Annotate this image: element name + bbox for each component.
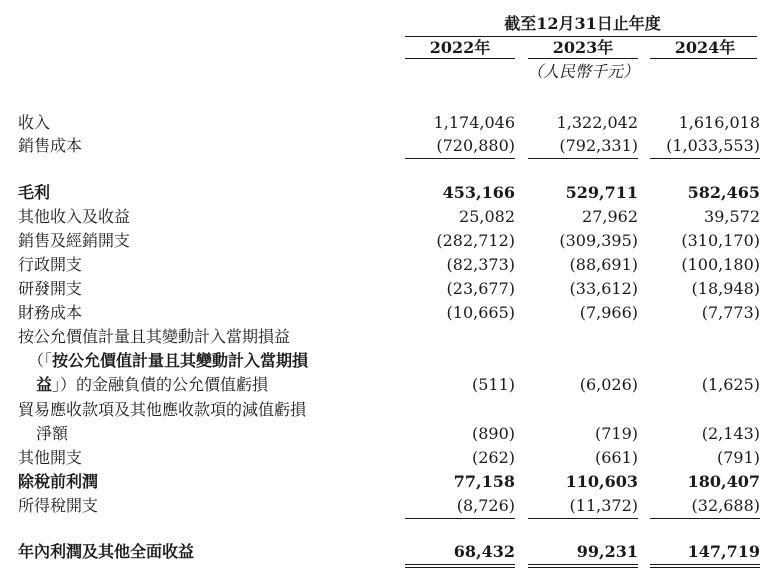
row-selling-expenses-2023: (309,395) bbox=[559, 231, 638, 250]
row-rnd-expenses-2022: (23,677) bbox=[446, 279, 515, 298]
row-admin-expenses-label: 行政開支 bbox=[18, 255, 83, 274]
row-impairment-2022: (890) bbox=[471, 424, 515, 443]
row-profit-before-tax-2022: 77,158 bbox=[453, 472, 515, 491]
row-fv-loss-label-line2 bbox=[28, 351, 308, 371]
total-double-rule-bottom-2023 bbox=[528, 567, 638, 568]
row-fv-loss-defined-term-end: 益 bbox=[36, 375, 53, 394]
row-other-expenses-2022: (262) bbox=[471, 448, 515, 467]
year-2022-rule bbox=[405, 58, 515, 59]
row-revenue-2022: 1,174,046 bbox=[433, 113, 515, 132]
row-admin-expenses-2022: (82,373) bbox=[446, 255, 515, 274]
row-fv-loss-label-line1: 按公允價值計量且其變動計入當期損益 bbox=[18, 327, 291, 346]
row-gross-profit-2024: 582,465 bbox=[687, 183, 760, 202]
row-impairment-2024: (2,143) bbox=[701, 424, 760, 443]
row-finance-costs-2024: (7,773) bbox=[701, 303, 760, 322]
row-gross-profit-2022: 453,166 bbox=[442, 183, 515, 202]
total-double-rule-top-2023 bbox=[528, 564, 638, 565]
row-fv-loss-defined-term: 按公允價值計量且其變動計入當期損 bbox=[52, 351, 309, 370]
row-fv-loss-2023: (6,026) bbox=[579, 375, 638, 394]
total-double-rule-top-2022 bbox=[405, 564, 515, 565]
row-total-comprehensive-income-2022: 68,432 bbox=[453, 542, 515, 561]
row-gross-profit-2023: 529,711 bbox=[565, 183, 638, 202]
year-2022-header: 2022年 bbox=[429, 38, 491, 57]
year-2023-header: 2023年 bbox=[552, 38, 614, 57]
row-rnd-expenses-2023: (33,612) bbox=[569, 279, 638, 298]
row-other-expenses-label: 其他開支 bbox=[18, 448, 83, 467]
row-fv-loss-bracket-close: 」）的金融負債的公允價值虧損 bbox=[52, 375, 269, 394]
row-total-comprehensive-income-2024: 147,719 bbox=[687, 542, 760, 561]
row-finance-costs-2023: (7,966) bbox=[579, 303, 638, 322]
row-admin-expenses-2023: (88,691) bbox=[569, 255, 638, 274]
row-admin-expenses-2024: (100,180) bbox=[681, 255, 760, 274]
row-total-comprehensive-income-label: 年內利潤及其他全面收益 bbox=[18, 542, 195, 561]
total-double-rule-bottom-2024 bbox=[650, 567, 760, 568]
row-cost-of-sales-label: 銷售成本 bbox=[18, 136, 83, 155]
total-double-rule-bottom-2022 bbox=[405, 567, 515, 568]
row-selling-expenses-label: 銷售及經銷開支 bbox=[18, 231, 131, 250]
row-fv-loss-label-line3 bbox=[36, 375, 268, 395]
subtotal-rule-2024 bbox=[650, 158, 760, 159]
row-total-comprehensive-income-2023: 99,231 bbox=[576, 542, 638, 561]
row-impairment-2023: (719) bbox=[594, 424, 638, 443]
row-other-income-2023: 27,962 bbox=[582, 207, 638, 226]
row-revenue-label: 收入 bbox=[18, 113, 51, 132]
row-other-expenses-2023: (661) bbox=[594, 448, 638, 467]
pretotal-rule-2023 bbox=[528, 518, 638, 519]
row-revenue-2023: 1,322,042 bbox=[556, 113, 638, 132]
row-fv-loss-2024: (1,625) bbox=[701, 375, 760, 394]
row-fv-loss-bracket-open: （「 bbox=[28, 351, 53, 370]
row-other-expenses-2024: (791) bbox=[716, 448, 760, 467]
row-profit-before-tax-2023: 110,603 bbox=[565, 472, 638, 491]
row-other-income-2024: 39,572 bbox=[704, 207, 760, 226]
row-rnd-expenses-label: 研發開支 bbox=[18, 279, 83, 298]
row-revenue-2024: 1,616,018 bbox=[678, 113, 760, 132]
row-cost-of-sales-2024: (1,033,553) bbox=[666, 136, 760, 155]
row-fv-loss-2022: (511) bbox=[471, 375, 515, 394]
row-gross-profit-label: 毛利 bbox=[18, 183, 51, 202]
period-header-rule bbox=[405, 36, 757, 37]
row-impairment-label-line2: 淨額 bbox=[36, 424, 69, 443]
subtotal-rule-2022 bbox=[405, 158, 515, 159]
pretotal-rule-2024 bbox=[650, 518, 760, 519]
row-impairment-label-line1: 貿易應收款項及其他應收款項的減值虧損 bbox=[18, 400, 307, 419]
subtotal-rule-2023 bbox=[528, 158, 638, 159]
pretotal-rule-2022 bbox=[405, 518, 515, 519]
row-finance-costs-2022: (10,665) bbox=[446, 303, 515, 322]
row-other-income-label: 其他收入及收益 bbox=[18, 207, 131, 226]
row-other-income-2022: 25,082 bbox=[459, 207, 515, 226]
row-income-tax-2023: (11,372) bbox=[569, 496, 638, 515]
row-finance-costs-label: 財務成本 bbox=[18, 303, 83, 322]
row-selling-expenses-2024: (310,170) bbox=[681, 231, 760, 250]
row-income-tax-label: 所得稅開支 bbox=[18, 496, 99, 515]
period-header: 截至12月31日止年度 bbox=[504, 14, 661, 33]
row-income-tax-2022: (8,726) bbox=[456, 496, 515, 515]
total-double-rule-top-2024 bbox=[650, 564, 760, 565]
year-2024-rule bbox=[650, 58, 757, 59]
row-cost-of-sales-2022: (720,880) bbox=[436, 136, 515, 155]
unit-label: （人民幣千元） bbox=[526, 62, 639, 81]
row-rnd-expenses-2024: (18,948) bbox=[691, 279, 760, 298]
row-profit-before-tax-2024: 180,407 bbox=[687, 472, 760, 491]
row-selling-expenses-2022: (282,712) bbox=[436, 231, 515, 250]
row-income-tax-2024: (32,688) bbox=[691, 496, 760, 515]
year-2023-rule bbox=[528, 58, 638, 59]
row-profit-before-tax-label: 除稅前利潤 bbox=[18, 472, 99, 491]
row-cost-of-sales-2023: (792,331) bbox=[559, 136, 638, 155]
year-2024-header: 2024年 bbox=[674, 38, 736, 57]
